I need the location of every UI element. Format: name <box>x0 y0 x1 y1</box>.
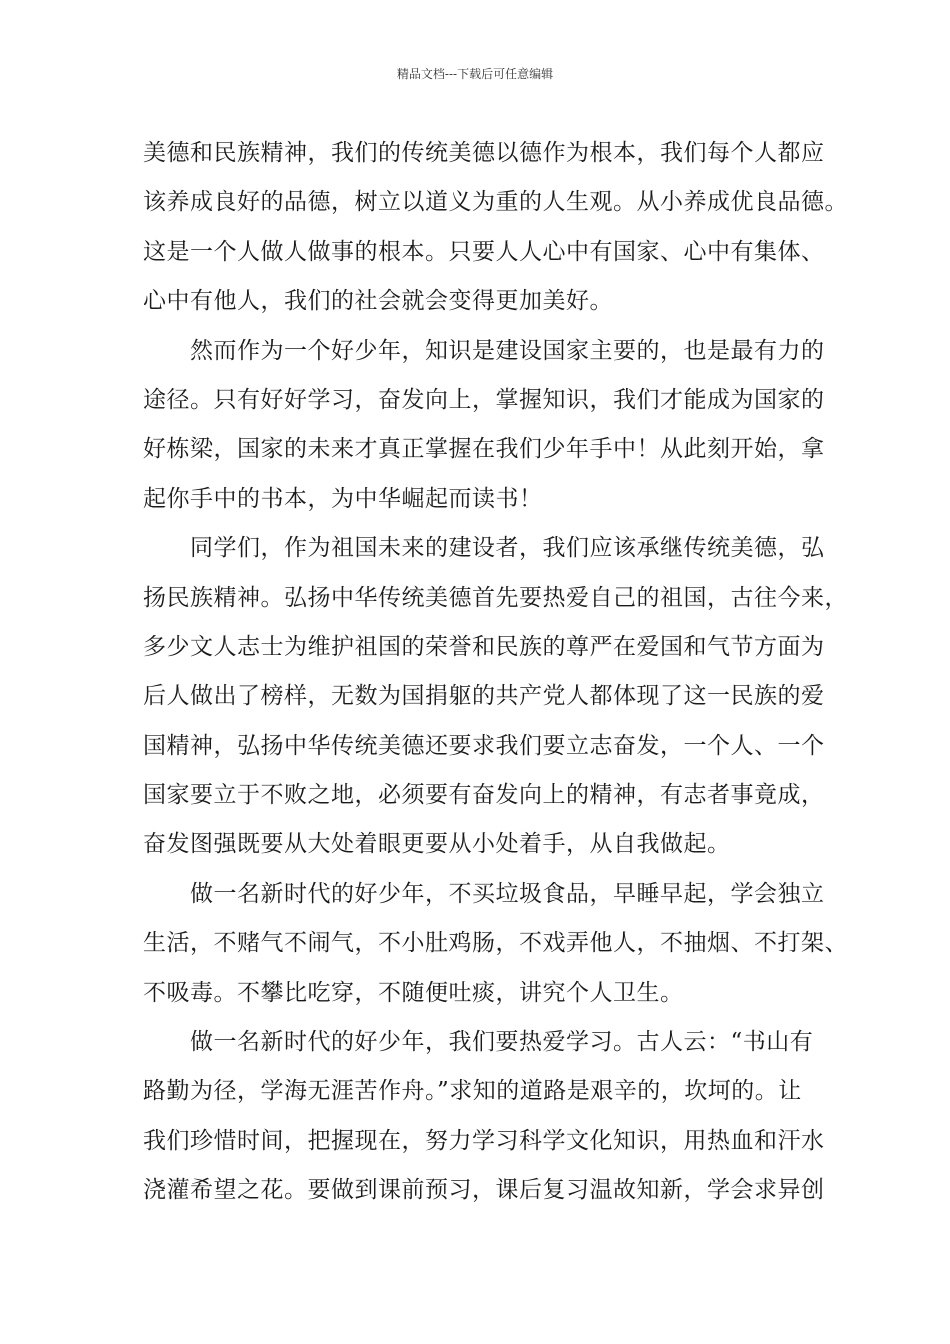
text-line: 路勤为径，学海无涯苦作舟。”求知的道路是艰辛的，坎坷的。让 <box>143 1078 802 1105</box>
text-line: 扬民族精神。弘扬中华传统美德首先要热爱自己的祖国，古往今来， <box>143 584 848 611</box>
text-line: 该养成良好的品德，树立以道义为重的人生观。从小养成优良品德。 <box>143 189 848 216</box>
text-line: 途径。只有好好学习，奋发向上，掌握知识，我们才能成为国家的 <box>143 386 825 413</box>
text-line: 国家要立于不败之地，必须要有奋发向上的精神，有志者事竟成， <box>143 782 825 809</box>
text-line: 奋发图强既要从大处着眼更要从小处着手，从自我做起。 <box>143 831 731 858</box>
text-line: 这是一个人做人做事的根本。只要人人心中有国家、心中有集体、 <box>143 238 825 265</box>
text-line: 我们珍惜时间，把握现在，努力学习科学文化知识，用热血和汗水 <box>143 1127 825 1154</box>
text-line: 做一名新时代的好少年，我们要热爱学习。古人云：“书山有 <box>190 1029 814 1056</box>
text-line: 做一名新时代的好少年，不买垃圾食品，早睡早起，学会独立 <box>190 880 825 907</box>
text-line: 后人做出了榜样，无数为国捐躯的共产党人都体现了这一民族的爱 <box>143 683 825 710</box>
text-line: 好栋梁，国家的未来才真正掌握在我们少年手中！从此刻开始，拿 <box>143 436 825 463</box>
text-line: 然而作为一个好少年，知识是建设国家主要的，也是最有力的 <box>190 337 825 364</box>
text-line: 起你手中的书本，为中华崛起而读书！ <box>143 485 543 512</box>
text-line: 心中有他人，我们的社会就会变得更加美好。 <box>143 288 613 315</box>
text-line: 多少文人志士为维护祖国的荣誉和民族的尊严在爱国和气节方面为 <box>143 633 825 660</box>
paragraph <box>143 870 848 1018</box>
paragraph <box>143 129 848 327</box>
text-line: 生活，不赌气不闹气，不小肚鸡肠，不戏弄他人，不抽烟、不打架、 <box>143 930 848 957</box>
text-line: 同学们，作为祖国未来的建设者，我们应该承继传统美德，弘 <box>190 535 825 562</box>
text-line: 美德和民族精神，我们的传统美德以德作为根本，我们每个人都应 <box>143 140 825 166</box>
paragraph <box>143 327 833 525</box>
document-body <box>143 129 848 1216</box>
text-line: 国精神，弘扬中华传统美德还要求我们要立志奋发，一个人、一个 <box>143 732 825 759</box>
paragraph <box>143 524 848 870</box>
paragraph <box>143 1018 833 1216</box>
page-header: 精品文档---下载后可任意编辑 <box>396 67 554 81</box>
text-line: 浇灌希望之花。要做到课前预习，课后复习温故知新，学会求异创 <box>143 1177 825 1204</box>
text-line: 不吸毒。不攀比吃穿，不随便吐痰，讲究个人卫生。 <box>143 979 684 1006</box>
